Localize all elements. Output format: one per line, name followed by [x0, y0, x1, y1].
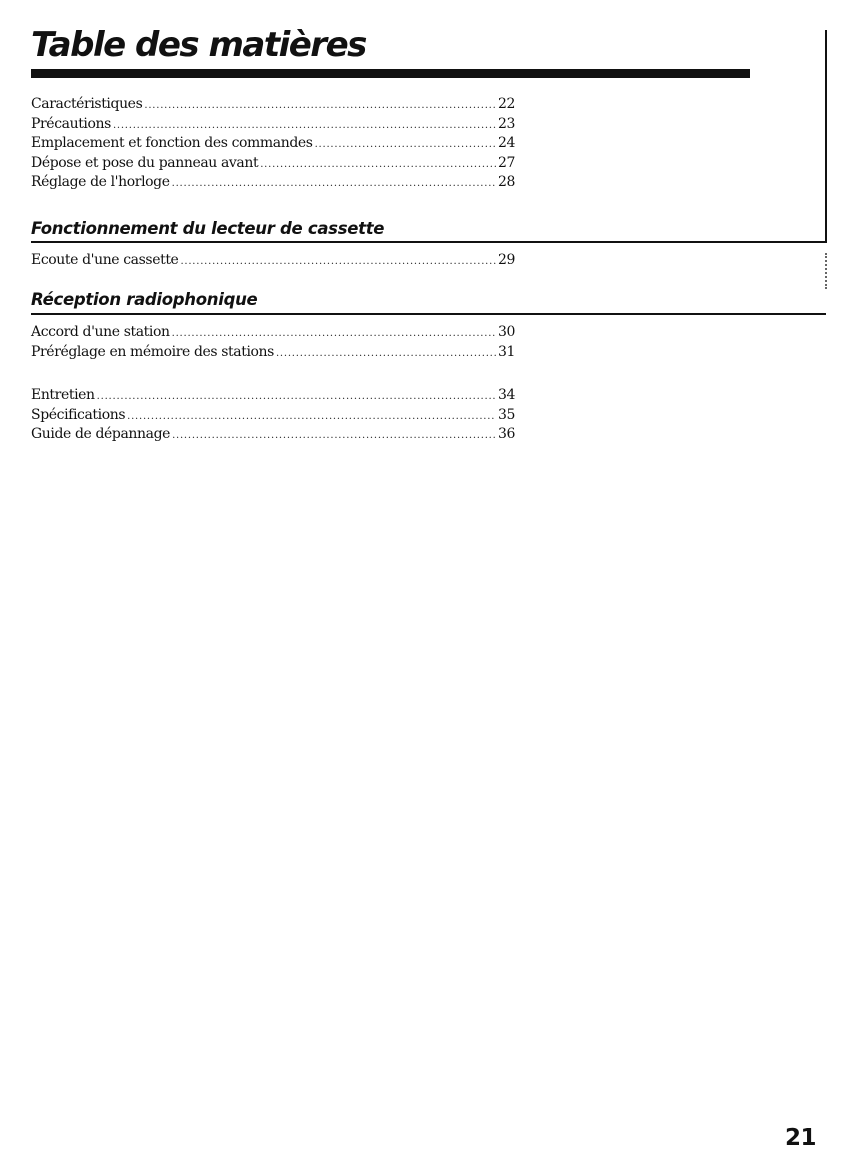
toc-entry-label: Préréglage en mémoire des stations [31, 343, 274, 360]
title-underline-bar [31, 69, 750, 78]
toc-entry-label: Réglage de l'horloge [31, 174, 170, 190]
dot-leader [276, 344, 496, 364]
margin-dotted-rule [825, 253, 827, 289]
toc-entry-page: 24 [497, 135, 515, 151]
margin-vertical-rule [825, 30, 827, 243]
section-rule [31, 241, 826, 243]
page-number: 21 [785, 1125, 817, 1151]
toc-entry[interactable] [31, 386, 515, 406]
toc-entry-label: Dépose et pose du panneau avant [31, 154, 259, 171]
section-heading-cassette: Fonctionnement du lecteur de cassette [31, 219, 385, 238]
toc-entry-label: Spécifications [31, 406, 126, 423]
toc-entry-label: Entretien [31, 387, 95, 403]
dot-leader [113, 116, 496, 136]
toc-entry-page: 30 [497, 324, 515, 340]
toc-entry[interactable] [31, 406, 515, 426]
dot-leader [144, 96, 496, 116]
toc-entry[interactable] [31, 95, 515, 115]
dot-leader [172, 324, 496, 344]
toc-entry[interactable] [31, 115, 515, 135]
section-heading-radio: Réception radiophonique [31, 290, 258, 309]
toc-list-radio [31, 323, 515, 362]
toc-entry[interactable] [31, 343, 515, 363]
toc-entry-page: 22 [497, 96, 515, 112]
dot-leader [315, 135, 496, 155]
toc-entry-label: Guide de dépannage [31, 426, 171, 442]
toc-entry-label: Caractéristiques [31, 96, 143, 112]
toc-entry-page: 34 [497, 387, 515, 403]
toc-entry[interactable] [31, 173, 515, 193]
toc-entry-label: Accord d'une station [31, 324, 170, 340]
section-rule [31, 313, 826, 315]
toc-entry-page: 27 [497, 154, 515, 171]
toc-entry-page: 36 [497, 426, 515, 442]
toc-entry[interactable] [31, 425, 515, 445]
toc-list-cassette [31, 251, 515, 271]
toc-entry-page: 23 [497, 115, 515, 132]
toc-list-general [31, 95, 515, 193]
toc-entry[interactable] [31, 154, 515, 174]
toc-list-appendix [31, 386, 515, 445]
toc-entry-label: Ecoute d'une cassette [31, 252, 179, 268]
toc-entry-page: 35 [497, 406, 515, 423]
toc-entry[interactable] [31, 323, 515, 343]
page-title: Table des matières [31, 25, 366, 65]
dot-leader [172, 426, 496, 446]
dot-leader [172, 174, 496, 194]
dot-leader [180, 252, 496, 272]
toc-entry[interactable] [31, 134, 515, 154]
toc-entry-label: Précautions [31, 115, 111, 132]
toc-entry-page: 28 [497, 174, 515, 190]
dot-leader [260, 155, 496, 175]
toc-entry-page: 29 [497, 252, 515, 268]
toc-entry-label: Emplacement et fonction des commandes [31, 135, 313, 151]
toc-entry-page: 31 [497, 343, 515, 360]
toc-entry[interactable] [31, 251, 515, 271]
dot-leader [127, 407, 496, 427]
dot-leader [97, 387, 496, 407]
